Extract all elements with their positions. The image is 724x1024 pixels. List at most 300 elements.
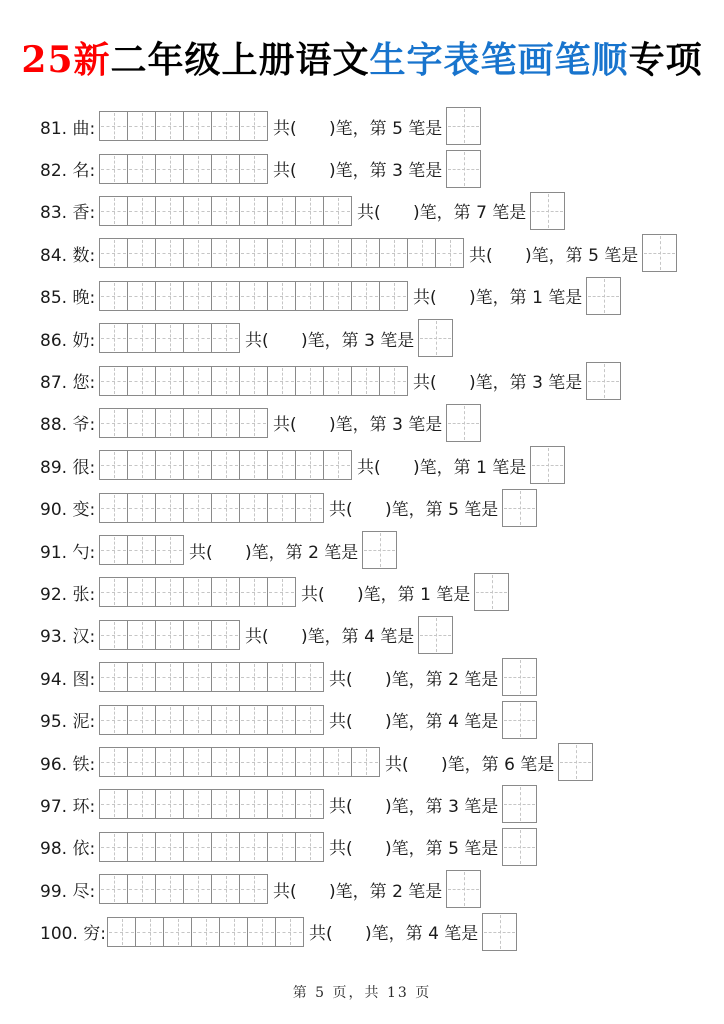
row-label xyxy=(40,707,98,732)
row-label xyxy=(40,834,98,859)
stroke-count-text: 共( )笔，第 1 笔是 xyxy=(413,288,583,309)
stroke-grid xyxy=(99,577,296,607)
stroke-count-text: 共( )笔，第 5 笔是 xyxy=(329,500,499,521)
grid-cell xyxy=(183,577,212,607)
grid-cell xyxy=(127,577,156,607)
grid-cell xyxy=(267,238,296,268)
grid-cell xyxy=(127,111,156,141)
practice-row xyxy=(40,147,724,189)
grid-cell xyxy=(239,493,268,523)
grid-cell xyxy=(239,832,268,862)
grid-cell xyxy=(155,789,184,819)
grid-cell xyxy=(155,874,184,904)
grid-cell xyxy=(211,238,240,268)
row-label xyxy=(40,792,98,817)
row-number: 97. xyxy=(40,796,68,817)
row-character: 曲 xyxy=(72,118,90,139)
grid-cell xyxy=(379,281,408,311)
grid-cell xyxy=(247,917,276,947)
grid-cell xyxy=(295,366,324,396)
stroke-count-text: 共( )笔，第 5 笔是 xyxy=(329,839,499,860)
grid-cell xyxy=(295,196,324,226)
row-label xyxy=(40,283,98,308)
grid-cell xyxy=(155,366,184,396)
grid-cell xyxy=(351,238,380,268)
title-segment: 生字表笔画笔顺 xyxy=(369,39,629,81)
grid-cell xyxy=(99,281,128,311)
grid-cell xyxy=(323,747,352,777)
row-character: 张 xyxy=(72,584,90,605)
row-number: 89. xyxy=(40,457,68,478)
stroke-count-text: 共( )笔，第 6 笔是 xyxy=(385,754,555,775)
grid-cell xyxy=(183,874,212,904)
practice-row xyxy=(40,317,724,359)
grid-cell xyxy=(155,705,184,735)
answer-box xyxy=(586,362,621,400)
grid-cell xyxy=(183,196,212,226)
answer-box xyxy=(482,913,517,951)
grid-cell xyxy=(323,366,352,396)
stroke-grid xyxy=(99,450,352,480)
grid-cell xyxy=(295,281,324,311)
answer-box xyxy=(446,107,481,145)
grid-cell xyxy=(155,154,184,184)
row-colon: : xyxy=(89,796,96,817)
grid-cell xyxy=(211,196,240,226)
grid-cell xyxy=(295,747,324,777)
grid-cell xyxy=(379,238,408,268)
grid-cell xyxy=(99,789,128,819)
grid-cell xyxy=(323,281,352,311)
row-number: 94. xyxy=(40,669,68,690)
grid-cell xyxy=(183,747,212,777)
grid-cell xyxy=(127,789,156,819)
row-character: 汉 xyxy=(72,627,90,648)
stroke-grid xyxy=(99,535,184,565)
row-label xyxy=(40,241,98,266)
stroke-count-text: 共( )笔，第 4 笔是 xyxy=(245,627,415,648)
grid-cell xyxy=(323,450,352,480)
row-number: 88. xyxy=(40,415,68,436)
grid-cell xyxy=(155,535,184,565)
practice-row xyxy=(40,402,724,444)
grid-cell xyxy=(407,238,436,268)
grid-cell xyxy=(155,662,184,692)
row-colon: : xyxy=(89,881,96,902)
stroke-grid xyxy=(99,281,408,311)
grid-cell xyxy=(99,620,128,650)
row-label xyxy=(40,750,98,775)
stroke-count-text: 共( )笔，第 3 笔是 xyxy=(413,373,583,394)
row-label xyxy=(40,368,98,393)
grid-cell xyxy=(155,747,184,777)
stroke-grid xyxy=(99,493,324,523)
grid-cell xyxy=(239,450,268,480)
grid-cell xyxy=(267,577,296,607)
grid-cell xyxy=(239,111,268,141)
row-colon: : xyxy=(89,669,96,690)
row-label xyxy=(40,410,98,435)
grid-cell xyxy=(127,535,156,565)
grid-cell xyxy=(211,620,240,650)
row-label xyxy=(40,580,98,605)
grid-cell xyxy=(127,408,156,438)
answer-box xyxy=(418,616,453,654)
grid-cell xyxy=(267,493,296,523)
practice-row xyxy=(40,444,724,486)
grid-cell xyxy=(275,917,304,947)
row-number: 91. xyxy=(40,542,68,563)
row-colon: : xyxy=(89,754,96,775)
practice-row xyxy=(40,783,724,825)
grid-cell xyxy=(155,323,184,353)
row-number: 87. xyxy=(40,373,68,394)
row-label xyxy=(40,156,98,181)
grid-cell xyxy=(155,620,184,650)
row-character: 穷 xyxy=(83,924,101,945)
stroke-count-text: 共( )笔，第 4 笔是 xyxy=(309,924,479,945)
grid-cell xyxy=(127,154,156,184)
row-colon: : xyxy=(89,627,96,648)
stroke-grid xyxy=(107,917,304,947)
grid-cell xyxy=(267,450,296,480)
grid-cell xyxy=(295,238,324,268)
grid-cell xyxy=(127,874,156,904)
answer-box xyxy=(530,446,565,484)
grid-cell xyxy=(211,154,240,184)
grid-cell xyxy=(155,493,184,523)
grid-cell xyxy=(351,281,380,311)
row-colon: : xyxy=(89,288,96,309)
grid-cell xyxy=(267,789,296,819)
grid-cell xyxy=(99,196,128,226)
practice-row xyxy=(40,275,724,317)
grid-cell xyxy=(183,238,212,268)
grid-cell xyxy=(183,450,212,480)
practice-rows xyxy=(0,105,724,953)
answer-box xyxy=(446,404,481,442)
row-number: 95. xyxy=(40,712,68,733)
grid-cell xyxy=(183,111,212,141)
grid-cell xyxy=(323,196,352,226)
grid-cell xyxy=(211,450,240,480)
grid-cell xyxy=(267,747,296,777)
stroke-count-text: 共( )笔，第 3 笔是 xyxy=(329,796,499,817)
practice-row xyxy=(40,614,724,656)
row-label xyxy=(40,114,98,139)
grid-cell xyxy=(351,366,380,396)
grid-cell xyxy=(211,789,240,819)
answer-box xyxy=(530,192,565,230)
stroke-grid xyxy=(99,620,240,650)
row-character: 香 xyxy=(72,203,90,224)
page-title xyxy=(0,0,724,83)
grid-cell xyxy=(239,747,268,777)
stroke-count-text: 共( )笔，第 3 笔是 xyxy=(245,330,415,351)
grid-cell xyxy=(99,747,128,777)
row-character: 很 xyxy=(72,457,90,478)
grid-cell xyxy=(211,111,240,141)
stroke-grid xyxy=(99,874,268,904)
stroke-grid xyxy=(99,705,324,735)
grid-cell xyxy=(239,705,268,735)
stroke-grid xyxy=(99,662,324,692)
grid-cell xyxy=(323,238,352,268)
grid-cell xyxy=(267,662,296,692)
grid-cell xyxy=(99,662,128,692)
stroke-count-text: 共( )笔，第 7 笔是 xyxy=(357,203,527,224)
grid-cell xyxy=(211,366,240,396)
answer-box xyxy=(418,319,453,357)
row-label xyxy=(40,877,98,902)
grid-cell xyxy=(127,747,156,777)
grid-cell xyxy=(127,832,156,862)
grid-cell xyxy=(99,874,128,904)
grid-cell xyxy=(267,832,296,862)
grid-cell xyxy=(295,662,324,692)
stroke-count-text: 共( )笔，第 5 笔是 xyxy=(273,118,443,139)
row-colon: : xyxy=(89,712,96,733)
row-number: 93. xyxy=(40,627,68,648)
stroke-count-text: 共( )笔，第 2 笔是 xyxy=(329,669,499,690)
row-colon: : xyxy=(89,457,96,478)
grid-cell xyxy=(239,154,268,184)
title-segment: 25新 xyxy=(21,39,111,81)
row-colon: : xyxy=(89,245,96,266)
row-number: 100. xyxy=(40,924,78,945)
grid-cell xyxy=(127,705,156,735)
grid-cell xyxy=(99,154,128,184)
grid-cell xyxy=(183,323,212,353)
row-number: 96. xyxy=(40,754,68,775)
grid-cell xyxy=(211,874,240,904)
grid-cell xyxy=(99,408,128,438)
stroke-count-text: 共( )笔，第 2 笔是 xyxy=(189,542,359,563)
grid-cell xyxy=(211,832,240,862)
grid-cell xyxy=(155,238,184,268)
answer-box xyxy=(642,234,677,272)
grid-cell xyxy=(155,450,184,480)
practice-row xyxy=(40,529,724,571)
stroke-grid xyxy=(99,154,268,184)
grid-cell xyxy=(239,408,268,438)
answer-box xyxy=(502,785,537,823)
grid-cell xyxy=(99,577,128,607)
practice-row xyxy=(40,910,724,952)
grid-cell xyxy=(211,662,240,692)
grid-cell xyxy=(155,832,184,862)
answer-box xyxy=(502,489,537,527)
row-number: 83. xyxy=(40,203,68,224)
grid-cell xyxy=(99,535,128,565)
grid-cell xyxy=(127,366,156,396)
row-number: 84. xyxy=(40,245,68,266)
grid-cell xyxy=(211,577,240,607)
practice-row xyxy=(40,741,724,783)
grid-cell xyxy=(183,789,212,819)
row-colon: : xyxy=(89,161,96,182)
grid-cell xyxy=(155,408,184,438)
grid-cell xyxy=(267,196,296,226)
stroke-count-text: 共( )笔，第 4 笔是 xyxy=(329,712,499,733)
grid-cell xyxy=(295,789,324,819)
answer-box xyxy=(558,743,593,781)
stroke-grid xyxy=(99,323,240,353)
grid-cell xyxy=(239,874,268,904)
grid-cell xyxy=(211,747,240,777)
answer-box xyxy=(474,573,509,611)
grid-cell xyxy=(99,450,128,480)
grid-cell xyxy=(99,493,128,523)
grid-cell xyxy=(127,196,156,226)
stroke-count-text: 共( )笔，第 1 笔是 xyxy=(301,584,471,605)
stroke-grid xyxy=(99,789,324,819)
row-colon: : xyxy=(89,203,96,224)
grid-cell xyxy=(127,238,156,268)
row-number: 86. xyxy=(40,330,68,351)
row-number: 90. xyxy=(40,500,68,521)
grid-cell xyxy=(267,281,296,311)
answer-box xyxy=(502,658,537,696)
stroke-grid xyxy=(99,747,380,777)
grid-cell xyxy=(295,450,324,480)
row-label xyxy=(40,622,98,647)
grid-cell xyxy=(127,662,156,692)
practice-row xyxy=(40,698,724,740)
stroke-count-text: 共( )笔，第 3 笔是 xyxy=(273,415,443,436)
row-number: 81. xyxy=(40,118,68,139)
grid-cell xyxy=(379,366,408,396)
answer-box xyxy=(446,150,481,188)
grid-cell xyxy=(219,917,248,947)
stroke-count-text: 共( )笔，第 1 笔是 xyxy=(357,457,527,478)
row-character: 图 xyxy=(72,669,90,690)
stroke-grid xyxy=(99,238,464,268)
grid-cell xyxy=(163,917,192,947)
answer-box xyxy=(586,277,621,315)
row-colon: : xyxy=(89,118,96,139)
grid-cell xyxy=(183,408,212,438)
grid-cell xyxy=(183,154,212,184)
grid-cell xyxy=(239,662,268,692)
grid-cell xyxy=(239,238,268,268)
practice-row xyxy=(40,868,724,910)
practice-row xyxy=(40,826,724,868)
grid-cell xyxy=(99,111,128,141)
answer-box xyxy=(362,531,397,569)
row-character: 尽 xyxy=(72,881,90,902)
row-character: 变 xyxy=(72,500,90,521)
grid-cell xyxy=(211,705,240,735)
title-segment: 二年级上册语文 xyxy=(110,39,370,81)
grid-cell xyxy=(267,366,296,396)
grid-cell xyxy=(155,577,184,607)
stroke-grid xyxy=(99,832,324,862)
row-colon: : xyxy=(89,373,96,394)
grid-cell xyxy=(99,705,128,735)
row-label xyxy=(40,538,98,563)
grid-cell xyxy=(99,323,128,353)
grid-cell xyxy=(127,450,156,480)
row-character: 泥 xyxy=(72,712,90,733)
grid-cell xyxy=(183,493,212,523)
practice-row xyxy=(40,656,724,698)
grid-cell xyxy=(435,238,464,268)
grid-cell xyxy=(127,323,156,353)
row-number: 99. xyxy=(40,881,68,902)
stroke-grid xyxy=(99,408,268,438)
answer-box xyxy=(502,701,537,739)
answer-box xyxy=(446,870,481,908)
grid-cell xyxy=(211,493,240,523)
grid-cell xyxy=(127,620,156,650)
row-label xyxy=(40,453,98,478)
grid-cell xyxy=(155,196,184,226)
row-label xyxy=(40,919,106,944)
grid-cell xyxy=(295,832,324,862)
row-number: 92. xyxy=(40,584,68,605)
grid-cell xyxy=(239,366,268,396)
row-colon: : xyxy=(89,330,96,351)
row-label xyxy=(40,326,98,351)
practice-row xyxy=(40,190,724,232)
row-character: 依 xyxy=(72,839,90,860)
row-colon: : xyxy=(100,924,106,945)
grid-cell xyxy=(239,577,268,607)
grid-cell xyxy=(295,493,324,523)
stroke-grid xyxy=(99,366,408,396)
row-character: 勺 xyxy=(72,542,90,563)
row-character: 名 xyxy=(72,161,90,182)
grid-cell xyxy=(183,705,212,735)
stroke-count-text: 共( )笔，第 5 笔是 xyxy=(469,245,639,266)
stroke-grid xyxy=(99,196,352,226)
grid-cell xyxy=(99,366,128,396)
grid-cell xyxy=(127,281,156,311)
grid-cell xyxy=(239,789,268,819)
row-colon: : xyxy=(89,542,96,563)
grid-cell xyxy=(351,747,380,777)
grid-cell xyxy=(183,620,212,650)
grid-cell xyxy=(99,832,128,862)
practice-row xyxy=(40,105,724,147)
row-label xyxy=(40,665,98,690)
grid-cell xyxy=(155,111,184,141)
row-character: 环 xyxy=(72,796,90,817)
grid-cell xyxy=(239,196,268,226)
row-character: 奶 xyxy=(72,330,90,351)
row-number: 82. xyxy=(40,161,68,182)
grid-cell xyxy=(239,281,268,311)
grid-cell xyxy=(295,705,324,735)
grid-cell xyxy=(211,323,240,353)
stroke-count-text: 共( )笔，第 2 笔是 xyxy=(273,881,443,902)
row-number: 98. xyxy=(40,839,68,860)
grid-cell xyxy=(183,281,212,311)
practice-row xyxy=(40,232,724,274)
grid-cell xyxy=(267,705,296,735)
row-colon: : xyxy=(89,584,96,605)
row-character: 您 xyxy=(72,373,90,394)
grid-cell xyxy=(99,238,128,268)
grid-cell xyxy=(211,281,240,311)
stroke-count-text: 共( )笔，第 3 笔是 xyxy=(273,161,443,182)
grid-cell xyxy=(155,281,184,311)
practice-row xyxy=(40,359,724,401)
row-colon: : xyxy=(89,500,96,521)
row-colon: : xyxy=(89,415,96,436)
grid-cell xyxy=(191,917,220,947)
